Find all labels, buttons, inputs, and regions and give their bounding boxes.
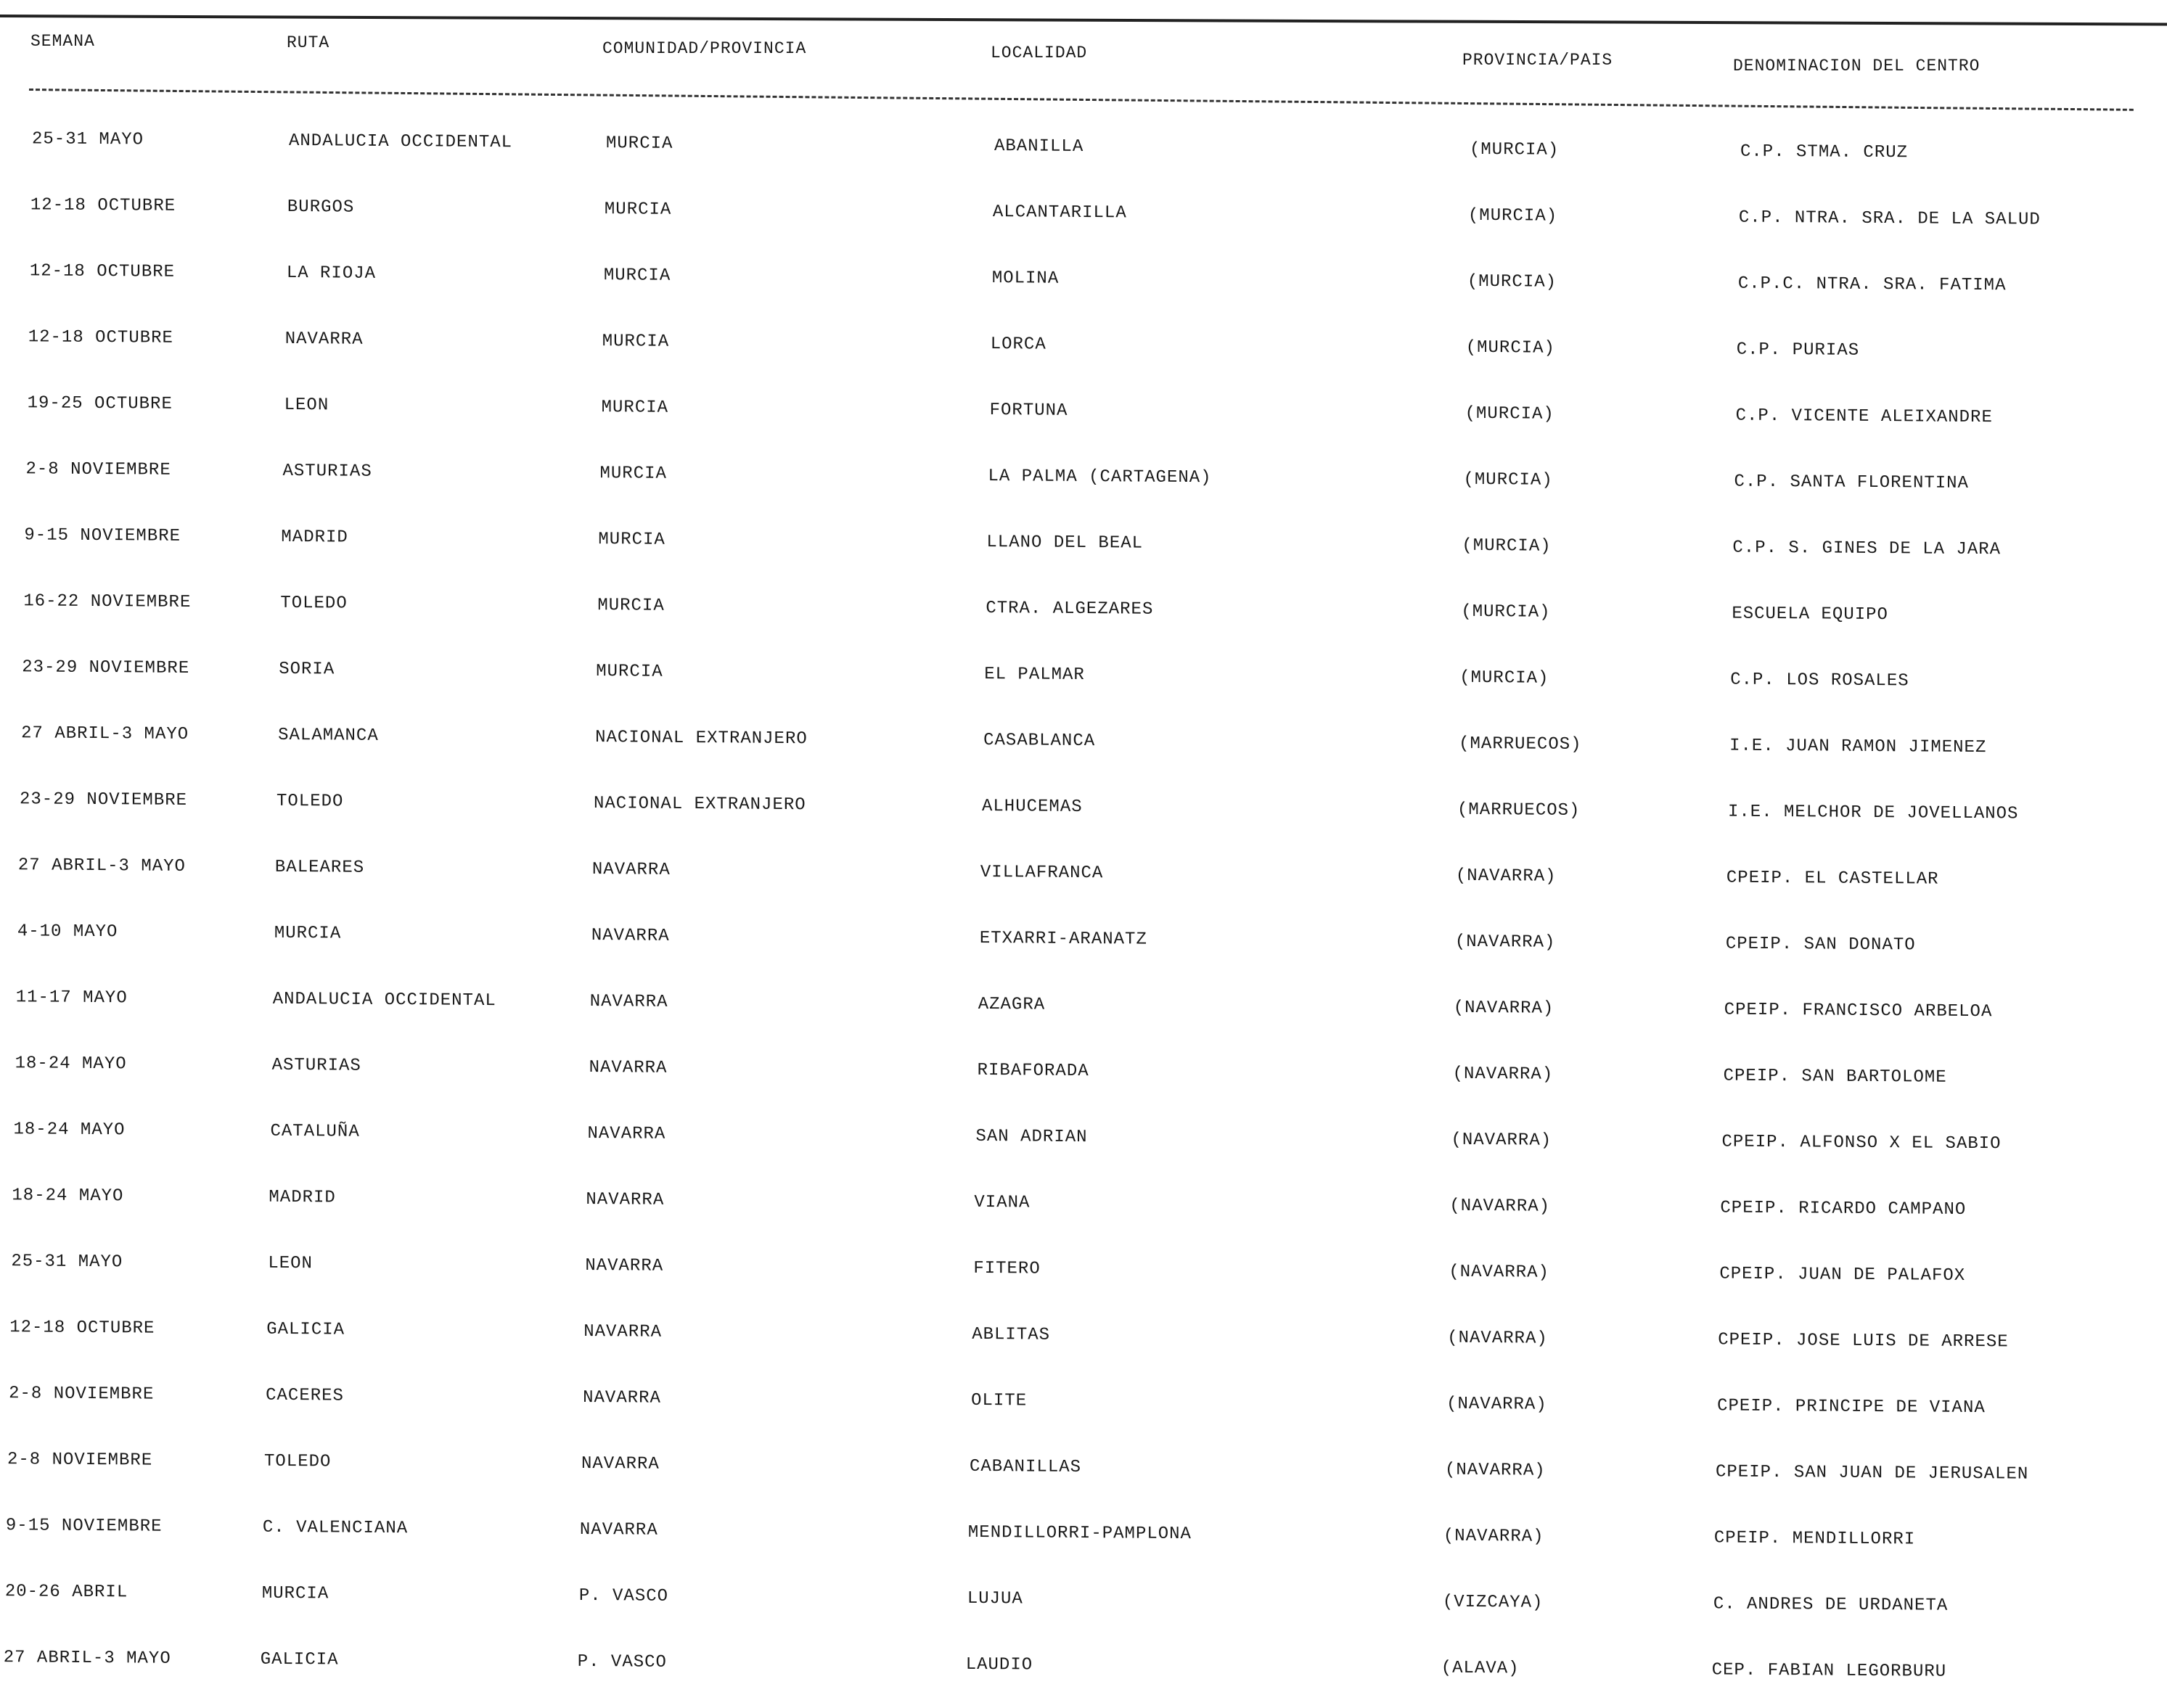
cell-centro: CPEIP. SAN DONATO [1725, 934, 1916, 956]
cell-centro: CPEIP. ALFONSO X EL SABIO [1721, 1132, 2002, 1154]
cell-centro: C.P. LOS ROSALES [1730, 670, 1909, 691]
cell-comunidad: P. VASCO [577, 1651, 668, 1672]
cell-semana: 25-31 MAYO [11, 1252, 123, 1273]
cell-ruta: ASTURIAS [271, 1055, 361, 1076]
table-body [0, 107, 2167, 1692]
cell-ruta: LEON [268, 1253, 313, 1274]
cell-localidad: ALCANTARILLA [993, 202, 1128, 223]
cell-provincia: (MURCIA) [1470, 139, 1560, 160]
cell-provincia: (NAVARRA) [1454, 932, 1556, 953]
cell-localidad: AZAGRA [978, 994, 1046, 1015]
cell-localidad: VILLAFRANCA [980, 862, 1104, 884]
cell-ruta: TOLEDO [276, 791, 344, 812]
cell-ruta: MADRID [281, 527, 349, 548]
cell-ruta: TOLEDO [264, 1451, 332, 1472]
cell-semana: 27 ABRIL-3 MAYO [18, 855, 187, 876]
cell-semana: 11-17 MAYO [15, 988, 128, 1009]
cell-localidad: OLITE [970, 1390, 1027, 1411]
cell-ruta: C. VALENCIANA [263, 1517, 409, 1539]
cell-localidad: FITERO [973, 1258, 1041, 1279]
cell-comunidad: NAVARRA [591, 926, 670, 946]
cell-centro: C.P. SANTA FLORENTINA [1734, 472, 1969, 493]
cell-ruta: BURGOS [287, 197, 355, 218]
cell-centro: C.P. S. GINES DE LA JARA [1732, 538, 2002, 560]
cell-semana: 12-18 OCTUBRE [28, 327, 174, 348]
cell-semana: 27 ABRIL-3 MAYO [20, 723, 189, 744]
cell-provincia: (NAVARRA) [1449, 1262, 1549, 1283]
cell-provincia: (MURCIA) [1462, 535, 1552, 557]
cell-centro: C. ANDRES DE URDANETA [1713, 1594, 1949, 1616]
cell-provincia: (MARRUECOS) [1458, 734, 1582, 755]
cell-semana: 12-18 OCTUBRE [9, 1318, 155, 1339]
header-provincia: PROVINCIA/PAIS [1462, 51, 1613, 70]
cell-localidad: ALHUCEMAS [982, 796, 1083, 817]
cell-centro: CPEIP. FRANCISCO ARBELOA [1724, 1000, 1993, 1022]
cell-provincia: (MARRUECOS) [1457, 800, 1581, 821]
cell-localidad: SAN ADRIAN [975, 1126, 1088, 1148]
cell-localidad: ABLITAS [972, 1324, 1051, 1345]
cell-comunidad: MURCIA [606, 134, 673, 154]
cell-provincia: (NAVARRA) [1452, 1064, 1553, 1085]
cell-centro: I.E. JUAN RAMON JIMENEZ [1729, 736, 1986, 758]
cell-localidad: ABANILLA [994, 136, 1084, 157]
cell-comunidad: MURCIA [605, 200, 672, 220]
cell-provincia: (NAVARRA) [1443, 1526, 1544, 1547]
cell-centro: CPEIP. MENDILLORRI [1714, 1528, 1916, 1550]
cell-ruta: MADRID [269, 1187, 337, 1208]
cell-semana: 12-18 OCTUBRE [30, 195, 176, 216]
cell-centro: CPEIP. JUAN DE PALAFOX [1719, 1264, 1965, 1286]
cell-centro: CPEIP. JOSE LUIS DE ARRESE [1718, 1330, 2009, 1352]
cell-localidad: CASABLANCA [983, 730, 1095, 752]
cell-provincia: (ALAVA) [1441, 1658, 1520, 1679]
cell-localidad: EL PALMAR [984, 664, 1086, 685]
cell-ruta: SORIA [279, 659, 335, 680]
cell-localidad: VIANA [974, 1192, 1031, 1213]
cell-comunidad: NAVARRA [581, 1453, 660, 1474]
cell-comunidad: NAVARRA [585, 1255, 663, 1276]
cell-comunidad: NAVARRA [586, 1189, 665, 1210]
cell-ruta: TOLEDO [280, 593, 348, 614]
cell-provincia: (MURCIA) [1459, 668, 1549, 689]
cell-comunidad: MURCIA [596, 662, 663, 682]
cell-provincia: (NAVARRA) [1447, 1328, 1549, 1349]
cell-localidad: LORCA [990, 334, 1046, 355]
cell-localidad: CABANILLAS [970, 1456, 1082, 1478]
cell-provincia: (NAVARRA) [1453, 998, 1554, 1019]
cell-comunidad: MURCIA [597, 596, 665, 616]
cell-localidad: FORTUNA [989, 401, 1068, 421]
cell-centro: ESCUELA EQUIPO [1732, 604, 1888, 625]
cell-centro: C.P. NTRA. SRA. DE LA SALUD [1739, 208, 2041, 230]
cell-comunidad: NACIONAL EXTRANJERO [594, 794, 806, 816]
cell-provincia: (MURCIA) [1468, 205, 1558, 226]
cell-centro: C.P.C. NTRA. SRA. FATIMA [1737, 274, 2007, 296]
cell-localidad: RIBAFORADA [977, 1060, 1089, 1082]
cell-comunidad: MURCIA [601, 398, 668, 418]
cell-semana: 9-15 NOVIEMBRE [24, 525, 181, 546]
cell-ruta: SALAMANCA [277, 725, 379, 746]
cell-ruta: ANDALUCIA OCCIDENTAL [272, 989, 496, 1011]
cell-localidad: CTRA. ALGEZARES [986, 598, 1154, 620]
cell-semana: 16-22 NOVIEMBRE [23, 591, 192, 612]
cell-comunidad: NAVARRA [582, 1387, 661, 1408]
cell-semana: 23-29 NOVIEMBRE [22, 657, 190, 678]
cell-semana: 2-8 NOVIEMBRE [7, 1450, 153, 1471]
cell-comunidad: MURCIA [598, 530, 666, 550]
cell-localidad: MENDILLORRI-PAMPLONA [968, 1522, 1192, 1545]
cell-provincia: (NAVARRA) [1445, 1460, 1546, 1481]
cell-centro: CPEIP. SAN JUAN DE JERUSALEN [1716, 1462, 2029, 1485]
cell-provincia: (NAVARRA) [1456, 866, 1557, 887]
cell-semana: 18-24 MAYO [13, 1120, 126, 1141]
cell-semana: 23-29 NOVIEMBRE [20, 789, 188, 810]
cell-ruta: GALICIA [266, 1319, 345, 1340]
cell-provincia: (NAVARRA) [1451, 1130, 1552, 1151]
cell-ruta: GALICIA [260, 1649, 339, 1670]
cell-comunidad: NAVARRA [592, 860, 671, 880]
cell-comunidad: NAVARRA [587, 1124, 666, 1144]
cell-provincia: (VIZCAYA) [1442, 1592, 1544, 1613]
header-semana: SEMANA [30, 32, 95, 51]
cell-ruta: CACERES [265, 1385, 344, 1406]
cell-semana: 9-15 NOVIEMBRE [6, 1516, 163, 1537]
cell-localidad: LLANO DEL BEAL [986, 532, 1144, 554]
cell-provincia: (MURCIA) [1465, 337, 1556, 358]
cell-semana: 20-26 ABRIL [4, 1582, 128, 1603]
cell-comunidad: MURCIA [599, 464, 667, 484]
cell-provincia: (MURCIA) [1461, 602, 1551, 623]
cell-comunidad: NACIONAL EXTRANJERO [594, 728, 808, 750]
cell-comunidad: P. VASCO [578, 1585, 668, 1606]
cell-semana: 18-24 MAYO [15, 1054, 127, 1075]
cell-comunidad: NAVARRA [583, 1321, 663, 1342]
cell-localidad: ETXARRI-ARANATZ [979, 928, 1147, 950]
cell-provincia: (NAVARRA) [1449, 1196, 1551, 1217]
header-comunidad: COMUNIDAD/PROVINCIA [602, 39, 807, 58]
cell-localidad: LA PALMA (CARTAGENA) [988, 467, 1212, 488]
cell-ruta: NAVARRA [284, 329, 364, 350]
cell-ruta: CATALUÑA [270, 1121, 360, 1142]
table-header [0, 0, 2167, 80]
cell-semana: 4-10 MAYO [17, 921, 118, 943]
cell-semana: 2-8 NOVIEMBRE [25, 459, 171, 480]
cell-centro: C.P. PURIAS [1736, 340, 1860, 361]
cell-semana: 12-18 OCTUBRE [29, 261, 175, 282]
cell-provincia: (MURCIA) [1465, 403, 1554, 424]
cell-centro: CPEIP. SAN BARTOLOME [1723, 1066, 1947, 1088]
cell-ruta: ASTURIAS [282, 461, 372, 482]
cell-semana: 27 ABRIL-3 MAYO [3, 1648, 171, 1669]
cell-centro: CPEIP. EL CASTELLAR [1726, 868, 1939, 890]
cell-centro: C.P. VICENTE ALEIXANDRE [1735, 406, 1993, 428]
header-ruta: RUTA [287, 33, 330, 52]
header-localidad: LOCALIDAD [991, 44, 1088, 62]
cell-semana: 2-8 NOVIEMBRE [8, 1384, 154, 1405]
cell-ruta: MURCIA [274, 923, 342, 944]
cell-provincia: (MURCIA) [1463, 469, 1553, 490]
cell-comunidad: NAVARRA [589, 992, 668, 1012]
cell-centro: CPEIP. RICARDO CAMPANO [1720, 1198, 1967, 1220]
cell-semana: 18-24 MAYO [12, 1186, 124, 1207]
cell-ruta: ANDALUCIA OCCIDENTAL [289, 131, 513, 153]
cell-ruta: LA RIOJA [286, 263, 376, 284]
cell-localidad: LUJUA [967, 1588, 1023, 1609]
cell-provincia: (NAVARRA) [1446, 1394, 1547, 1415]
cell-centro: C.P. STMA. CRUZ [1740, 141, 1909, 163]
cell-comunidad: MURCIA [602, 332, 670, 352]
cell-centro: CPEIP. PRINCIPE DE VIANA [1716, 1396, 1986, 1418]
cell-ruta: BALEARES [275, 857, 365, 878]
cell-ruta: LEON [284, 395, 329, 416]
cell-comunidad: MURCIA [603, 266, 671, 286]
cell-semana: 25-31 MAYO [32, 129, 144, 150]
cell-centro: CEP. FABIAN LEGORBURU [1711, 1660, 1947, 1682]
cell-localidad: MOLINA [991, 268, 1060, 289]
cell-provincia: (MURCIA) [1467, 271, 1557, 292]
cell-comunidad: NAVARRA [589, 1058, 668, 1078]
cell-semana: 19-25 OCTUBRE [27, 393, 173, 414]
cell-localidad: LAUDIO [965, 1654, 1033, 1675]
cell-comunidad: NAVARRA [580, 1519, 659, 1540]
header-centro: DENOMINACION DEL CENTRO [1733, 57, 1980, 75]
cell-centro: I.E. MELCHOR DE JOVELLANOS [1728, 802, 2019, 824]
cell-ruta: MURCIA [261, 1583, 329, 1604]
